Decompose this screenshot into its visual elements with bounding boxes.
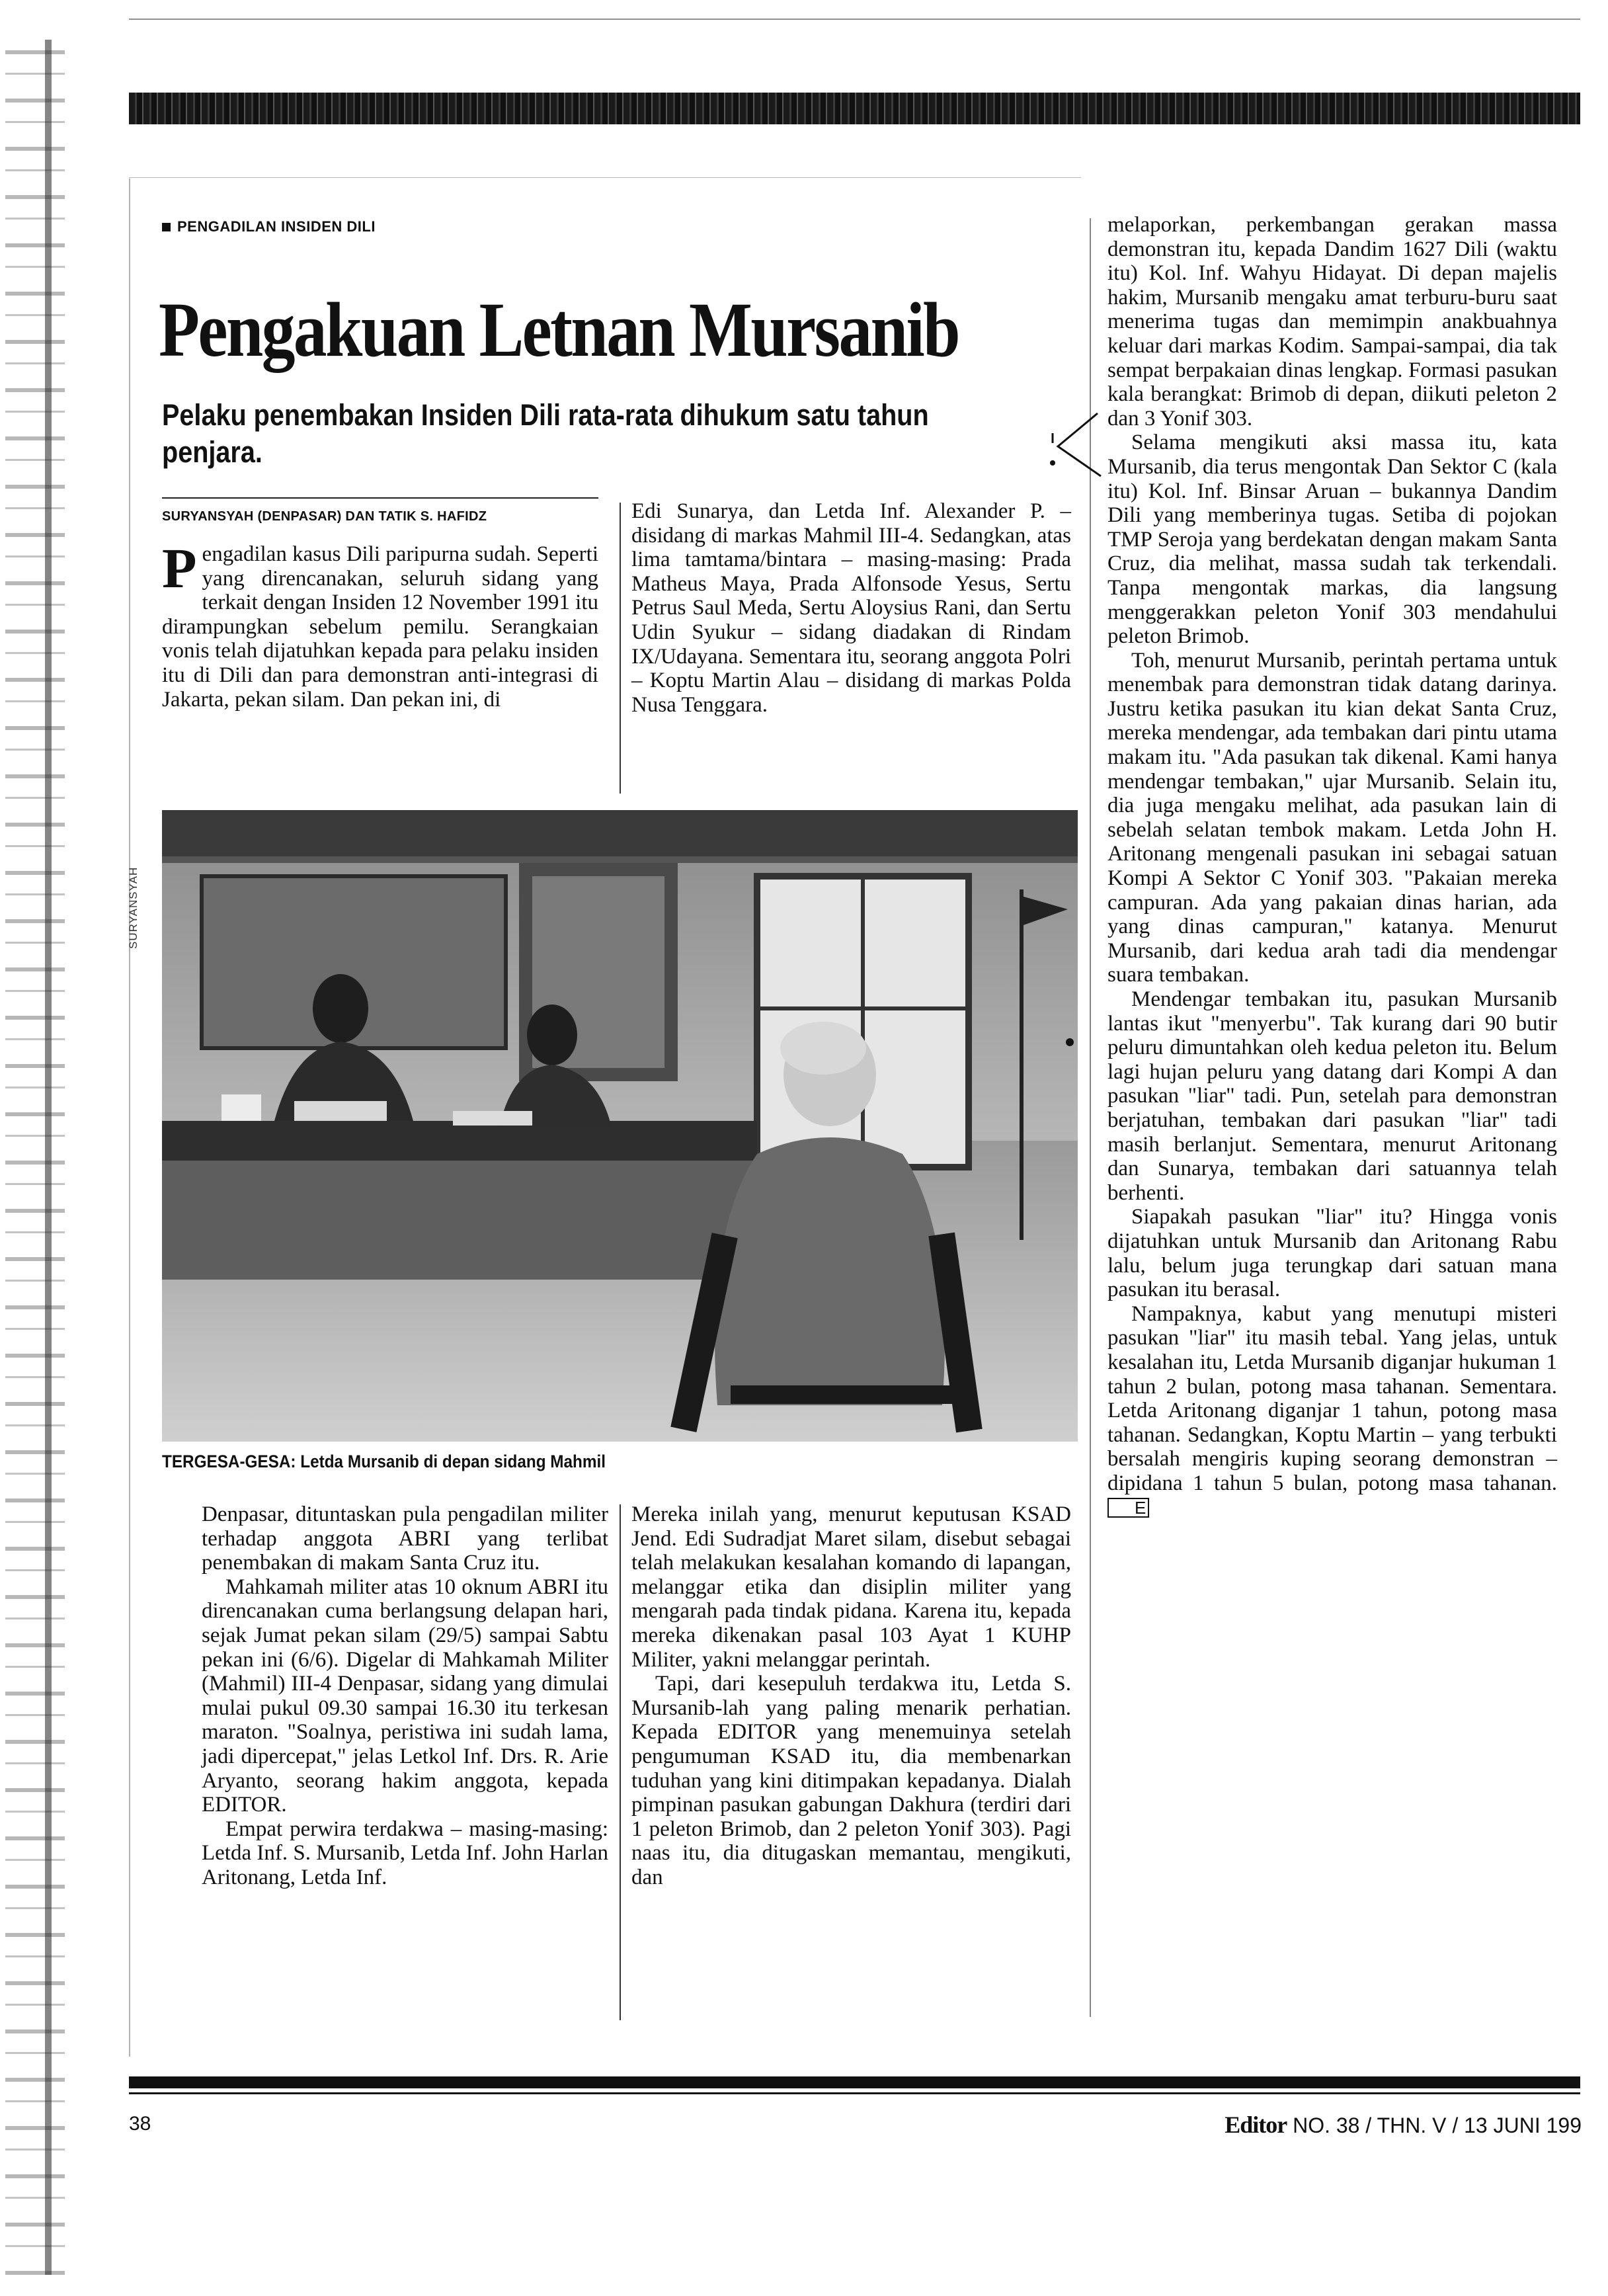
section-kicker [162, 218, 376, 235]
col3-paragraph: Toh, menurut Mursanib, perintah pertama untuk menembak para demonstran tidak datang darinya. Justru ketika pasukan itu kian dekat Santa Cruz, mereka mendengar, ada tembakan dari pintu utama makam itu. "Ada pasukan tak dikenal. Kami hanya mendengar tembakan," ujar Mursanib. Selain itu, dia juga mengaku melihat, ada pasukan lain di sebelah selatan tembok makam. Letda John H. Aritonang mengenali pasukan ini sebagai satuan Kompi A Sektor C Yonif 303. "Pakaian mereka campuran. Ada yang pakaian dinas harian, ada yang dinas campuran," katanya. Menurut Mursanib, dari kedua arah tadi dia mendengar suara tembakan. [1107, 648, 1557, 987]
scan-binding-edge [5, 26, 65, 2275]
article-byline: SURYANSYAH (DENPASAR) DAN TATIK S. HAFIDZ [162, 509, 487, 524]
col1-paragraph: Denpasar, dituntaskan pula pengadilan militer terhadap anggota ABRI yang terlibat penembakan di makam Santa Cruz itu. [202, 1502, 608, 1575]
column-two-bottom [631, 1502, 1071, 1890]
header-hairline [129, 177, 1081, 178]
magazine-name: Editor [1225, 2112, 1287, 2138]
photo-credit: SURYANSYAH [127, 866, 140, 949]
scan-spine-shadow [45, 40, 52, 2275]
intro-column [162, 536, 598, 712]
handwritten-bracket-mark [1045, 410, 1104, 483]
kicker-text: PENGADILAN INSIDEN DILI [177, 218, 376, 235]
intro-paragraph [162, 536, 598, 712]
column-divider [620, 1504, 621, 2020]
col1-paragraph: Empat perwira terdakwa – masing-masing: Letda Inf. S. Mursanib, Letda Inf. John Harlan Aritonang, Letda Inf. [202, 1817, 608, 1889]
col3-paragraph: Mendengar tembakan itu, pasukan Mursanib lantas ikut "menyerbu". Tak kurang dari 90 butir peluru dimuntahkan oleh kedua peleton itu. Belum lagi hujan peluru yang datang dari Kompi A dan pasukan "liar" tadi. Pun, setelah para demonstran berjatuhan, tembakan dari pasukan "liar" tadi masih berlanjut. Sementara, menurut Aritonang dan Sunarya, tembakan dari satuannya telah berhenti. [1107, 987, 1557, 1205]
col1-paragraph: Mahkamah militer atas 10 oknum ABRI itu direncanakan cuma berlangsung delapan hari, sejak Jumat pekan silam (29/5) sampai Sabtu pekan ini (6/6). Digelar di Mahkamah Militer (Mahmil) III-4 Denpasar, sidang yang dimulai mulai pukul 09.30 sampai 16.30 itu terkesan maraton. "Soalnya, peristiwa ini sudah lama, jadi dipercepat," jelas Letkol Inf. Drs. R. Arie Aryanto, seorang hakim anggota, kepada EDITOR. [202, 1575, 608, 1817]
col3-paragraph: Selama mengikuti aksi massa itu, kata Mursanib, dia terus mengontak Dan Sektor C (kala itu) Kol. Inf. Binsar Aruan – bukannya Dandim Dili yang memberinya tugas. Setiba di pojokan TMP Seroja yang berdekatan dengan makam Santa Cruz, dia melihat, massa sudah tak terkendali. Tanpa mengontak markas, dia langsung menggerakkan peleton Yonif 303 mendahului peleton Brimob. [1107, 430, 1557, 649]
footer-rule-thin [129, 2092, 1580, 2094]
photo-margin-dot [1066, 1038, 1074, 1046]
intro-text: engadilan kasus Dili paripurna sudah. Seperti yang direncanakan, seluruh sidang yang terkait dengan Insiden 12 November 1991 itu dirampungkan sebelum pemilu. Serangkaian vonis telah dijatuhkan kepada para pelaku insiden itu di Dili dan para demonstran anti-integrasi di Jakarta, pekan silam. Dan pekan ini, di [162, 542, 598, 712]
courtroom-photo-illustration [162, 810, 1078, 1442]
article-deck: Pelaku penembakan Insiden Dili rata-rata dihukum satu tahun penjara. [162, 398, 929, 469]
courtroom-photo [162, 810, 1078, 1442]
drop-cap: P [162, 536, 197, 600]
left-margin-rule [129, 179, 130, 2057]
col3-paragraph: melaporkan, perkembangan gerakan massa demonstran itu, kepada Dandim 1627 Dili (waktu itu) Kol. Inf. Wahyu Hidayat. Di depan majelis hakim, Mursanib mengaku amat terburu-buru saat menerima tugas dan memimpin anakbuahnya keluar dari markas Kodim. Sampai-sampai, dia tak sempat berpakaian dinas lengkap. Formasi pasukan kala berangkat: Brimob di depan, diikuti peleton 2 dan 3 Yonif 303. [1107, 213, 1557, 430]
issue-text: NO. 38 / THN. V / 13 JUNI 199 [1293, 2113, 1582, 2137]
page-number: 38 [129, 2113, 151, 2135]
column-divider [1090, 218, 1091, 2017]
top-banner-bar [129, 93, 1580, 124]
column-divider [620, 503, 621, 794]
col3-last-text: Nampaknya, kabut yang menutupi misteri pasukan "liar" itu masih tebal. Yang jelas, untuk kesalahan itu, Letda Mursanib diganjar hukuman 1 tahun 2 bulan, potong masa tahanan. Sementara. Letda Aritonang diganjar 1 tahun, potong masa tahanan. Sedangkan, Koptu Martin – yang terbukti bersalah mengiris kuping seorang demonstran – dipidana 1 tahun 5 bulan, potong masa tahanan. [1107, 1301, 1557, 1495]
article-headline: Pengakuan Letnan Mursanib [159, 286, 959, 373]
column-one-bottom [202, 1502, 608, 1890]
photo-caption: TERGESA-GESA: Letda Mursanib di depan sidang Mahmil [162, 1452, 606, 1471]
col2-top-paragraph: Edi Sunarya, dan Letda Inf. Alexander P. – disidang di markas Mahmil III-4. Sedangkan, atas lima tamtama/bintara – masing-masing: Prada Matheus Maya, Prada Alfonsode Yesus, Sertu Petrus Saul Meda, Sertu Aloysius Rani, dan Sertu Udin Syukur – sidang diadakan di Rindam IX/Udayana. Sementara itu, seorang anggota Polri – Koptu Martin Alau – disidang di markas Polda Nusa Tenggara. [631, 499, 1071, 717]
col3-paragraph [1107, 1302, 1557, 1520]
column-three [1107, 213, 1557, 1520]
top-hairline [129, 19, 1580, 20]
col3-paragraph: Siapakah pasukan "liar" itu? Hingga vonis dijatuhkan untuk Mursanib dan Aritonang Rabu lalu, belum juga terungkap dari satuan mana pasukan itu berasal. [1107, 1205, 1557, 1302]
col2-paragraph: Tapi, dari kesepuluh terdakwa itu, Letda S. Mursanib-lah yang paling menarik perhatian. Kepada EDITOR yang menemuinya setelah pengumuman KSAD itu, dia membenarkan tuduhan yang kini ditimpakan kepadanya. Dialah pimpinan pasukan gabungan Dakhura (terdiri dari 1 peleton Brimob, dan 2 peleton Yonif 303). Pagi naas itu, dia ditugaskan memantau, mengikuti, dan [631, 1672, 1071, 1889]
bullet-square-icon [162, 223, 171, 231]
col2-paragraph: Mereka inilah yang, menurut keputusan KSAD Jend. Edi Sudradjat Maret silam, disebut sebagai telah melakukan kesalahan komando di lapangan, melanggar etika dan disiplin militer yang mengarah pada tindak pidana. Karena itu, kepada mereka dikenakan pasal 103 Ayat 1 KUHP Militer, yakni melanggar perintah. [631, 1502, 1071, 1672]
column-two-top [631, 499, 1071, 717]
end-mark-icon: E [1107, 1498, 1149, 1518]
footer-rule-thick [129, 2076, 1580, 2088]
byline-rule [162, 497, 598, 499]
issue-info [1225, 2111, 1582, 2139]
